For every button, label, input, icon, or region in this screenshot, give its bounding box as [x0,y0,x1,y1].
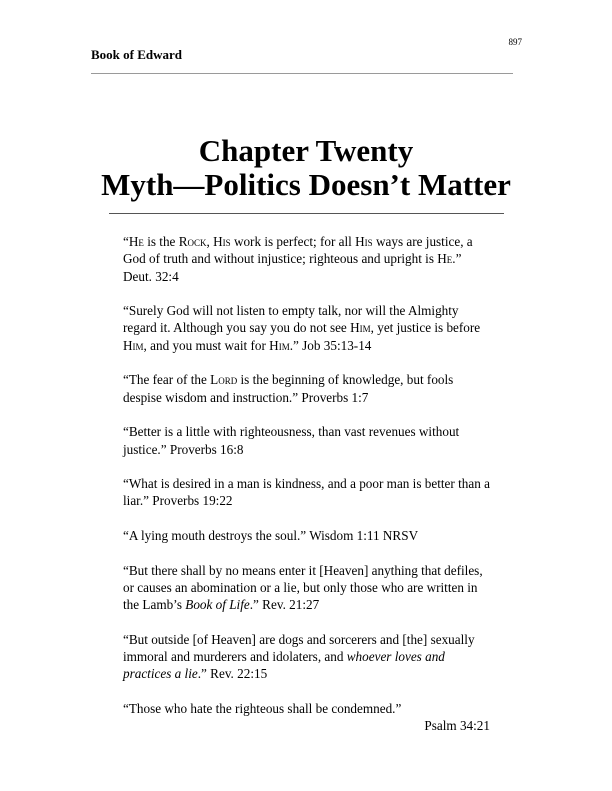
quote-text: , [206,234,214,249]
scripture-quotes [123,233,490,735]
quote-text: work is perfect; for all [230,234,356,249]
quote-text: .” Deut. 32:4 [123,251,462,284]
quote-text: , yet justice is before [370,320,481,336]
quote-italic: whoever loves and practices a lie [123,649,445,682]
quote-job-35-13 [123,302,490,354]
quote-small-caps: His [213,234,231,249]
quote-text: .” Rev. 22:15 [197,666,268,682]
title-divider [109,213,504,214]
quote-proverbs-16-8: “Better is a little with righteousness, than vast revenues without justice.” Proverbs 16:8 [123,424,460,457]
page-number: 897 [508,37,522,47]
quote-text: “Those who hate the righteous shall be condemned.” [123,701,402,717]
quote-text: .” Job 35:13-14 [289,337,372,353]
quote-italic: Book of Life [185,597,250,613]
quote-proverbs-1-7 [123,371,490,406]
quote-text: “Surely God will not listen to empty talk, nor will the Almighty regard it. Although you say you do not see [123,303,459,336]
quote-rev-21-27 [123,562,490,614]
quote-text: , and you must wait for [143,337,270,353]
chapter-number: Chapter Twenty [198,133,414,168]
quote-wisdom-1-11: “A lying mouth destroys the soul.” Wisdom 1:11 NRSV [123,528,419,544]
quote-small-caps: Rock [178,234,207,249]
quote-small-caps: Him [269,337,290,353]
quote-text: “ [123,234,129,249]
quote-psalm-34-21 [123,700,490,735]
quote-text: is the [143,234,179,249]
quote-text: .” Rev. 21:27 [249,597,320,613]
quote-text: “The fear of the [123,372,211,388]
quote-text: “But outside [of Heaven] are dogs and sorcerers and [the] sexually immoral and murderers and idolaters, and [123,631,475,665]
quote-rev-22-15 [123,631,490,683]
quote-small-caps: He [128,234,144,249]
quote-small-caps: He [437,251,453,267]
quote-text: “But there shall by no means enter it [Heaven] anything that defiles, or causes an abomination or a lie, but only those who are written in the Lamb’s [123,562,483,613]
chapter-subtitle: Myth—Politics Doesn’t Matter [101,167,511,202]
quote-small-caps: Him [123,337,144,353]
quote-text: is the beginning of knowledge, but fools despise wisdom and instruction.” Proverbs 1:7 [123,372,454,405]
header-divider [91,73,513,74]
quote-small-caps: Lord [210,372,238,388]
chapter-title [60,134,552,202]
quote-proverbs-19-22: “What is desired in a man is kindness, and a poor man is better than a liar.” Proverbs 19:22 [123,476,490,509]
quote-deut-32-4 [123,233,490,285]
quote-text: ways are justice, a God of truth and without injustice; righteous and upright is [123,234,473,267]
quote-small-caps: His [355,234,373,249]
quote-small-caps: Him [350,320,371,336]
running-head: Book of Edward [91,47,183,62]
quote-reference: Psalm 34:21 [424,718,490,734]
